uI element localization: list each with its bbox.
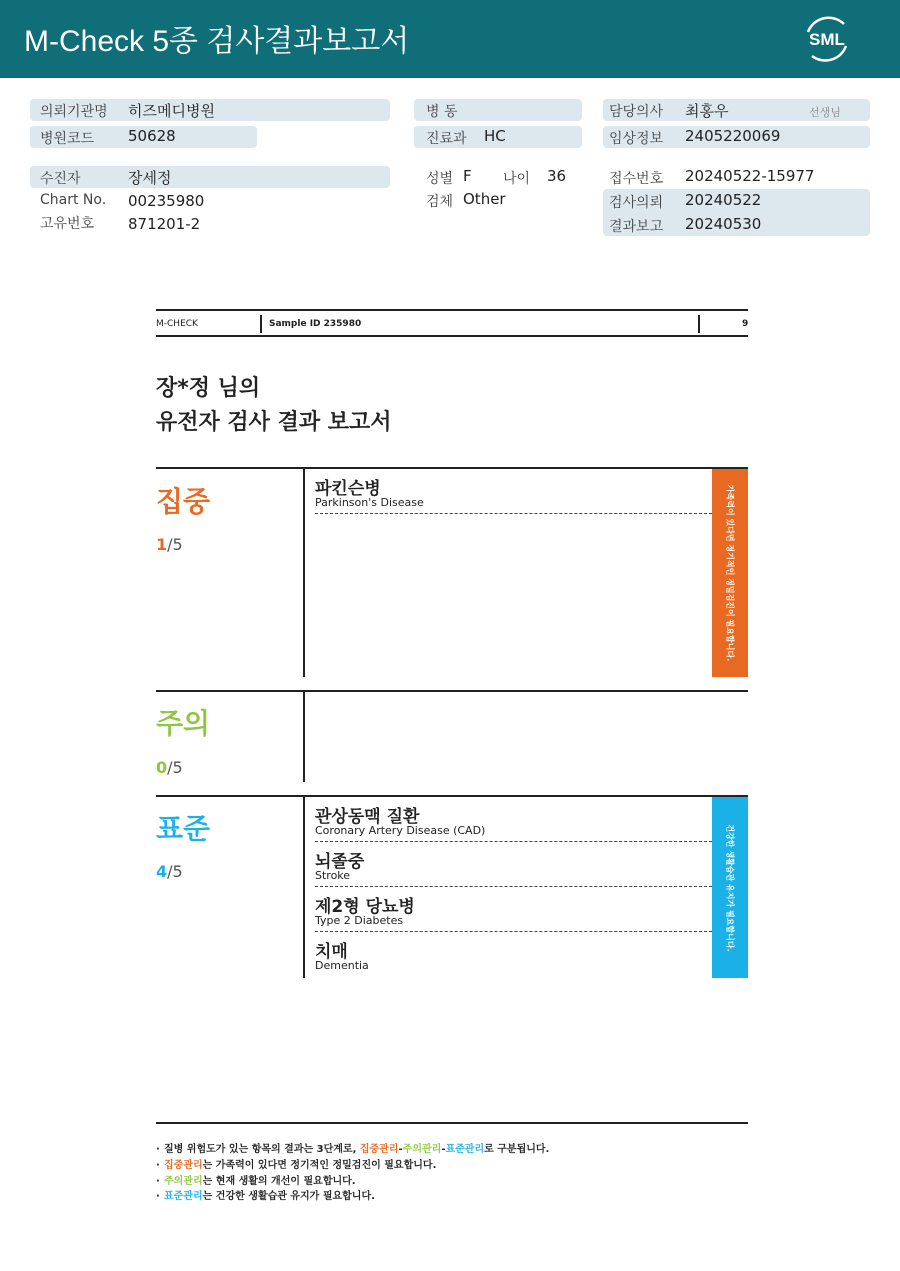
standard-item-en: Type 2 Diabetes <box>315 914 404 927</box>
report-title-line1: 장*정 님의 <box>156 376 261 401</box>
clinical-label: 임상정보 <box>609 131 664 147</box>
receipt-value: 20240522-15977 <box>685 167 815 185</box>
standard-note-bar <box>712 797 748 978</box>
report-header-bottom-line <box>156 335 748 337</box>
doctor-suffix: 선생님 <box>809 106 841 119</box>
focus-section-title: 집중 <box>156 485 211 518</box>
focus-note-bar <box>712 469 748 677</box>
standard-section-title: 표준 <box>156 812 211 845</box>
caution-section-title: 주의 <box>156 707 211 740</box>
header-bar <box>0 0 900 78</box>
footnote-1-end: 로 구분됩니다. <box>484 1144 550 1155</box>
clinical-value: 2405220069 <box>685 127 781 145</box>
chart-no-label: Chart No. <box>40 192 107 208</box>
standard-section-divider <box>303 797 305 978</box>
standard-item-divider <box>315 841 712 842</box>
age-value: 36 <box>547 167 567 185</box>
age-label: 나이 <box>503 171 531 187</box>
specimen-label: 검체 <box>426 194 454 210</box>
footnote-2-tag: 집중관리 <box>164 1160 203 1171</box>
standard-section-line <box>156 795 748 797</box>
footnote-1-text: 질병 위험도가 있는 항목의 결과는 3단계로, <box>164 1144 360 1155</box>
report-value: 20240530 <box>685 215 762 233</box>
focus-section-count <box>156 535 183 554</box>
report-header-left: M-CHECK <box>156 319 198 329</box>
institution-value: 히즈메디병원 <box>128 102 215 120</box>
standard-section-count <box>156 862 183 881</box>
footnote-1-sep: - <box>441 1144 446 1155</box>
ward-label: 병 동 <box>426 104 458 120</box>
focus-count-number: 1 <box>156 535 168 554</box>
hospital-code-label: 병원코드 <box>40 131 95 147</box>
report-label: 결과보고 <box>609 219 664 235</box>
standard-item-divider <box>315 886 712 887</box>
caution-count-total: /5 <box>167 758 183 777</box>
focus-note-text: 가족력이 있다면 정기적인 정밀검진이 필요합니다. <box>725 484 735 662</box>
focus-item-en: Parkinson's Disease <box>315 496 424 509</box>
footnote-3: · 주의관리는 현재 생활의 개선이 필요합니다. <box>156 1176 356 1187</box>
footnote-4: · 표준관리는 건강한 생활습관 유지가 필요합니다. <box>156 1191 375 1202</box>
footnote-2-text: 는 가족력이 있다면 정기적인 정밀검진이 필요합니다. <box>202 1160 437 1171</box>
footnote-3-tag: 주의관리 <box>164 1176 203 1187</box>
standard-item-ko: 뇌졸중 <box>315 852 365 872</box>
standard-item-en: Dementia <box>315 959 369 972</box>
page-title: M-Check 5종 검사결과보고서 <box>24 25 410 58</box>
standard-count-number: 4 <box>156 862 168 881</box>
standard-item-divider <box>315 931 712 932</box>
caution-section-line <box>156 690 748 692</box>
sex-label: 성별 <box>426 171 454 187</box>
focus-count-total: /5 <box>167 535 183 554</box>
footnote-1-standard: 표준관리 <box>445 1144 485 1155</box>
standard-item-ko: 제2형 당뇨병 <box>315 897 415 917</box>
unique-no-value: 871201-2 <box>128 215 201 233</box>
report-header-divider <box>260 315 262 333</box>
focus-section-divider <box>303 469 305 677</box>
standard-note-text: 건강한 생활습관 유지가 필요합니다. <box>725 823 735 952</box>
caution-section-count <box>156 758 183 777</box>
report-header-top-line <box>156 309 748 311</box>
report-title-line2: 유전자 검사 결과 보고서 <box>156 410 392 435</box>
sex-value: F <box>463 167 472 185</box>
dept-label: 진료과 <box>426 131 467 147</box>
dept-value: HC <box>484 127 506 145</box>
focus-item-divider <box>315 513 712 514</box>
footnote-4-text: 는 건강한 생활습관 유지가 필요합니다. <box>202 1191 375 1202</box>
patient-row <box>30 166 390 188</box>
caution-section-divider <box>303 692 305 782</box>
footnote-1-caution: 주의관리 <box>402 1144 442 1155</box>
footnote-1-sep: - <box>398 1144 403 1155</box>
standard-item-en: Coronary Artery Disease (CAD) <box>315 824 486 837</box>
footnote-2: · 집중관리는 가족력이 있다면 정기적인 정밀검진이 필요합니다. <box>156 1160 437 1171</box>
institution-label: 의뢰기관명 <box>40 104 108 120</box>
footnote-4-tag: 표준관리 <box>164 1191 203 1202</box>
hospital-code-value: 50628 <box>128 127 176 145</box>
sml-logo-icon <box>800 12 854 66</box>
doctor-label: 담당의사 <box>609 104 664 120</box>
caution-count-number: 0 <box>156 758 168 777</box>
report-header-divider <box>698 315 700 333</box>
footnote-1-focus: 집중관리 <box>359 1144 399 1155</box>
page-number: 9 <box>742 319 749 329</box>
sample-id: Sample ID 235980 <box>269 319 362 329</box>
standard-item-en: Stroke <box>315 869 351 882</box>
chart-no-value: 00235980 <box>128 192 205 210</box>
receipt-label: 접수번호 <box>609 171 664 187</box>
unique-no-label: 고유번호 <box>40 216 95 232</box>
footnote-line <box>156 1122 748 1124</box>
request-label: 검사의뢰 <box>609 195 664 211</box>
focus-section-line <box>156 467 748 469</box>
standard-count-total: /5 <box>167 862 183 881</box>
patient-value: 장세정 <box>128 169 172 187</box>
footnote-1: · 질병 위험도가 있는 항목의 결과는 3단계로, 집중관리-주의관리-표준관리로 구분됩니다. <box>156 1144 550 1155</box>
footnote-3-text: 는 현재 생활의 개선이 필요합니다. <box>202 1176 356 1187</box>
standard-item-ko: 치매 <box>315 942 348 962</box>
specimen-value: Other <box>463 190 506 208</box>
patient-label: 수진자 <box>40 171 81 187</box>
doctor-value: 최홍우 <box>685 102 729 120</box>
standard-item-ko: 관상동맥 질환 <box>315 807 420 827</box>
svg-text:SML: SML <box>809 30 845 49</box>
request-value: 20240522 <box>685 191 762 209</box>
focus-item-ko: 파킨슨병 <box>315 479 381 499</box>
